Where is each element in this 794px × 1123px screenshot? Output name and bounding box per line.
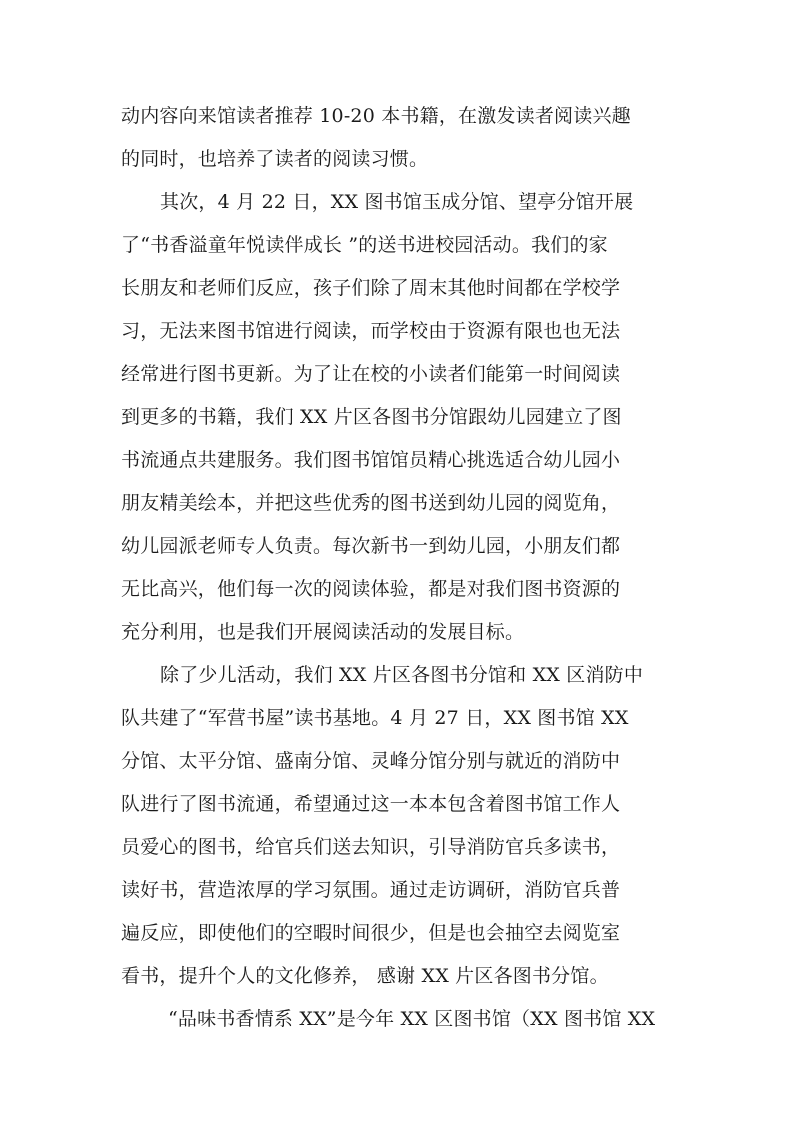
paragraph-start-line: 除了少儿活动，我们 XX 片区各图书分馆和 XX 区消防中: [160, 664, 644, 686]
text-line: 无比高兴，他们每一次的阅读体验，都是对我们图书资源的: [121, 578, 621, 600]
text-line: 习，无法来图书馆进行阅读，而学校由于资源有限也也无法: [121, 320, 621, 342]
text-line: 到更多的书籍，我们 XX 片区各图书分馆跟幼儿园建立了图: [121, 406, 622, 428]
text-line: 队共建了“军营书屋”读书基地。4 月 27 日，XX 图书馆 XX: [121, 707, 629, 729]
text-line: 经常进行图书更新。为了让在校的小读者们能第一时间阅读: [121, 363, 621, 385]
text-line: 队进行了图书流通，希望通过这一本本包含着图书馆工作人: [121, 793, 621, 815]
text-line: 遍反应，即使他们的空暇时间很少，但是也会抽空去阅览室: [121, 922, 621, 944]
text-line: 幼儿园派老师专人负责。每次新书一到幼儿园，小朋友们都: [121, 535, 621, 557]
text-line: 了“书香溢童年悦读伴成长 ”的送书进校园活动。我们的家: [121, 234, 608, 256]
text-line: 书流通点共建服务。我们图书馆馆员精心挑选适合幼儿园小: [121, 449, 621, 471]
text-line: 读好书，营造浓厚的学习氛围。通过走访调研，消防官兵普: [121, 879, 621, 901]
text-line: 充分利用，也是我们开展阅读活动的发展目标。: [121, 621, 525, 643]
paragraph-start-line: “品味书香情系 XX”是今年 XX 区图书馆（XX 图书馆 XX: [168, 1008, 656, 1030]
text-line: 朋友精美绘本，并把这些优秀的图书送到幼儿园的阅览角，: [121, 492, 621, 514]
text-line: 的同时，也培养了读者的阅读习惯。: [121, 148, 429, 170]
text-line: 动内容向来馆读者推荐 10-20 本书籍，在激发读者阅读兴趣: [121, 105, 631, 127]
text-line: 看书，提升个人的文化修养， 感谢 XX 片区各图书分馆。: [121, 965, 609, 987]
text-line: 分馆、太平分馆、盛南分馆、灵峰分馆分别与就近的消防中: [121, 750, 621, 772]
text-line: 员爱心的图书，给官兵们送去知识，引导消防官兵多读书，: [121, 836, 621, 858]
paragraph-start-line: 其次，4 月 22 日，XX 图书馆玉成分馆、望亭分馆开展: [160, 191, 634, 213]
text-line: 长朋友和老师们反应，孩子们除了周末其他时间都在学校学: [121, 277, 621, 299]
